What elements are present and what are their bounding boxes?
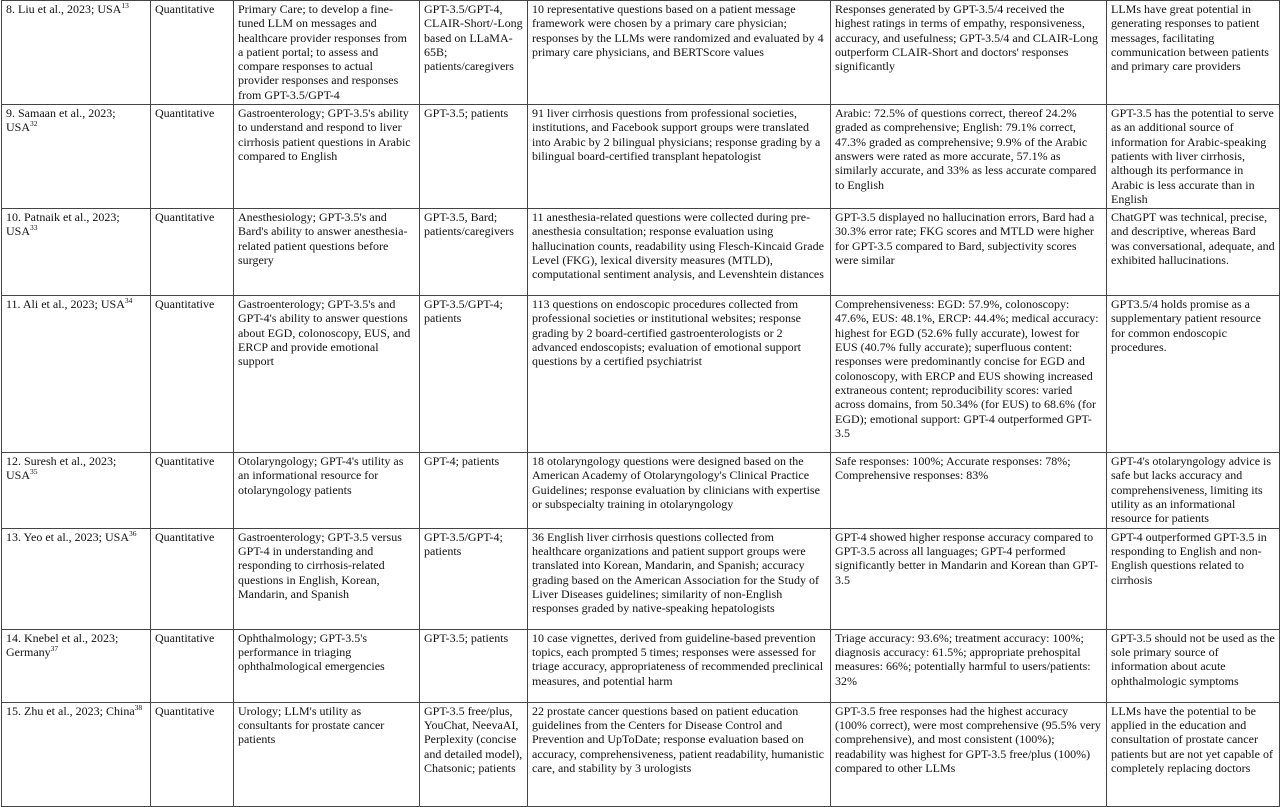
study-cell [2,296,151,453]
aim-cell: Otolaryngology; GPT-4's utility as an informational resource for otolaryngology patients [234,453,420,528]
conclusion-cell: ChatGPT was technical, precise, and descriptive, whereas Bard was conversational, adequate, and exhibited hallucinations. [1107,209,1280,296]
conclusion-cell: GPT-3.5 should not be used as the sole primary source of information about acute ophthalmologic symptoms [1107,629,1280,702]
results-cell: GPT-4 showed higher response accuracy compared to GPT-3.5 across all languages; GPT-4 performed significantly better in Mandarin and Korean than GPT-3.5 [831,528,1107,629]
results-cell: Arabic: 72.5% of questions correct, thereof 24.2% graded as comprehensive; English: 79.1% correct, 47.3% graded as comprehensive; 9.9% of the Arabic answers were rated as more accurate, 57.1% as similarly accurate, and 33% as less accurate compared to English [831,105,1107,209]
aim-cell: Gastroenterology; GPT-3.5's ability to understand and respond to liver cirrhosis patient questions in Arabic compared to English [234,105,420,209]
reference-number: 38 [134,702,143,712]
aim-cell: Urology; LLM's utility as consultants for prostate cancer patients [234,702,420,806]
llm-cell: GPT-3.5, Bard; patients/caregivers [420,209,528,296]
study-cell [2,702,151,806]
study-label: 14. Knebel et al., 2023; Germany [6,630,119,659]
methods-cell: 113 questions on endoscopic procedures collected from professional societies or institutional websites; response grading by 2 board-certified gastroenterologists or 2 advanced endoscopists; evaluation of emotional support questions by a certified psychiatrist [528,296,831,453]
table-row [2,629,1280,702]
table-row [2,702,1280,806]
methods-cell: 22 prostate cancer questions based on patient education guidelines from the Centers for Disease Control and Prevention and UpToDate; response evaluation based on accuracy, comprehensiveness, patient readability, humanistic care, and stability by 3 urologists [528,702,831,806]
methods-cell: 18 otolaryngology questions were designed based on the American Academy of Otolaryngology's Clinical Practice Guidelines; response evaluation by clinicians with expertise or subspecialty training in otolaryngology [528,453,831,528]
conclusion-cell: GPT3.5/4 holds promise as a supplementary patient resource for common endoscopic procedures. [1107,296,1280,453]
aim-cell: Anesthesiology; GPT-3.5's and Bard's ability to answer anesthesia-related patient questions before surgery [234,209,420,296]
conclusion-cell: LLMs have the potential to be applied in the education and consultation of prostate cancer patients but are not yet capable of completely replacing doctors [1107,702,1280,806]
llm-cell: GPT-3.5/GPT-4, CLAIR-Short/-Long based on LLaMA-65B; patients/caregivers [420,1,528,105]
aim-cell: Gastroenterology; GPT-3.5 versus GPT-4 in understanding and responding to cirrhosis-related questions in English, Korean, Mandarin, and Spanish [234,528,420,629]
results-cell: Triage accuracy: 93.6%; treatment accuracy: 100%; diagnosis accuracy: 61.5%; appropriate prehospital measures: 66%; potentially harmful to users/patients: 32% [831,629,1107,702]
design-cell: Quantitative [151,209,234,296]
study-cell [2,209,151,296]
design-cell: Quantitative [151,702,234,806]
reference-number: 34 [124,296,133,306]
design-cell: Quantitative [151,528,234,629]
conclusion-cell: LLMs have great potential in generating responses to patient messages, facilitating communication between patients and primary care providers [1107,1,1280,105]
study-cell [2,105,151,209]
study-label: 12. Suresh et al., 2023; USA [6,454,117,483]
study-cell [2,1,151,105]
methods-cell: 91 liver cirrhosis questions from professional societies, institutions, and Facebook support groups were translated into Arabic by 2 bilingual physicians; response grading by a bilingual board-certified transplant hepatologist [528,105,831,209]
study-label: 15. Zhu et al., 2023; China [6,703,135,718]
aim-cell: Ophthalmology; GPT-3.5's performance in triaging ophthalmological emergencies [234,629,420,702]
conclusion-cell: GPT-4's otolaryngology advice is safe but lacks accuracy and comprehensiveness, limiting its utility as an informational resource for patients [1107,453,1280,528]
llm-cell: GPT-3.5/GPT-4; patients [420,296,528,453]
table-row [2,453,1280,528]
reference-number: 37 [50,643,59,653]
aim-cell: Gastroenterology; GPT-3.5's and GPT-4's ability to answer questions about EGD, colonoscopy, EUS, and ERCP and provide emotional support [234,296,420,453]
study-label: 9. Samaan et al., 2023; USA [6,106,116,135]
reference-number: 35 [30,467,38,477]
conclusion-cell: GPT-4 outperformed GPT-3.5 in responding to English and non-English questions related to cirrhosis [1107,528,1280,629]
table-row [2,105,1280,209]
design-cell: Quantitative [151,453,234,528]
study-cell [2,528,151,629]
methods-cell: 36 English liver cirrhosis questions collected from healthcare organizations and patient support groups were translated into Korean, Mandarin, and Spanish; accuracy grading based on the American Association for the Study of Liver Diseases guidelines; similarity of non-English responses graded by native-speaking hepatologists [528,528,831,629]
aim-cell: Primary Care; to develop a fine-tuned LLM on messages and healthcare provider responses from a patient portal; to assess and compare responses to actual provider responses and responses from GPT-3.5/GPT-4 [234,1,420,105]
reference-number: 13 [121,1,129,10]
design-cell: Quantitative [151,105,234,209]
reference-number: 33 [30,223,38,233]
conclusion-cell: GPT-3.5 has the potential to serve as an additional source of information for Arabic-speaking patients with liver cirrhosis, although its performance in Arabic is less accurate than in English [1107,105,1280,209]
results-cell: Comprehensiveness: EGD: 57.9%, colonoscopy: 47.6%, EUS: 48.1%, ERCP: 44.4%; medical accuracy: highest for EGD (52.6% fully accurate), lowest for EUS (40.7% fully accurate); superfluous content: responses were predominantly concise for EGD and colonoscopy, with ERCP and EUS showing increased extraneous content; reproducibility scores: varied across domains, from 50.34% (for EUS) to 68.6% (for EGD); emotional support: GPT-4 outperformed GPT-3.5 [831,296,1107,453]
results-cell: Responses generated by GPT-3.5/4 received the highest ratings in terms of empathy, responsiveness, accuracy, and usefulness; GPT-3.5/4 and CLAIR-Long outperform CLAIR-Short and doctors' responses significantly [831,1,1107,105]
design-cell: Quantitative [151,629,234,702]
table-row [2,1,1280,105]
reference-number: 36 [129,528,137,538]
study-label: 8. Liu et al., 2023; USA [6,2,122,16]
table-row [2,296,1280,453]
methods-cell: 10 representative questions based on a patient message framework were chosen by a primary care physician; responses by the LLMs were randomized and evaluated by 4 primary care physicians, and BERTScore values [528,1,831,105]
study-cell [2,453,151,528]
results-cell: GPT-3.5 free responses had the highest accuracy (100% correct), were most comprehensive (95.5% very comprehensive), and most consistent (100%); readability was highest for GPT-3.5 free/plus (100%) compared to other LLMs [831,702,1107,806]
llm-cell: GPT-3.5/GPT-4; patients [420,528,528,629]
table-row [2,209,1280,296]
design-cell: Quantitative [151,296,234,453]
study-label: 13. Yeo et al., 2023; USA [6,529,130,544]
methods-cell: 11 anesthesia-related questions were collected during pre-anesthesia consultation; response evaluation using hallucination counts, readability using Flesch-Kincaid Grade Level (FKG), lexical diversity measures (MTLD), computational sentiment analysis, and Levenshtein distances [528,209,831,296]
design-cell: Quantitative [151,1,234,105]
methods-cell: 10 case vignettes, derived from guideline-based prevention topics, each prompted 5 times; responses were assessed for triage accuracy, appropriateness of recommended preclinical measures, and potential harm [528,629,831,702]
llm-cell: GPT-3.5; patients [420,105,528,209]
llm-cell: GPT-3.5 free/plus, YouChat, NeevaAI, Perplexity (concise and detailed model), Chatsonic; patients [420,702,528,806]
llm-cell: GPT-3.5; patients [420,629,528,702]
llm-cell: GPT-4; patients [420,453,528,528]
study-label: 11. Ali et al., 2023; USA [6,297,125,312]
study-label: 10. Patnaik et al., 2023; USA [6,210,120,239]
reference-number: 32 [30,119,38,129]
study-cell [2,629,151,702]
review-table [1,0,1280,807]
results-cell: Safe responses: 100%; Accurate responses: 78%; Comprehensive responses: 83% [831,453,1107,528]
results-cell: GPT-3.5 displayed no hallucination errors, Bard had a 30.3% error rate; FKG scores and MTLD were higher for GPT-3.5 compared to Bard, subjectivity scores were similar [831,209,1107,296]
table-row [2,528,1280,629]
